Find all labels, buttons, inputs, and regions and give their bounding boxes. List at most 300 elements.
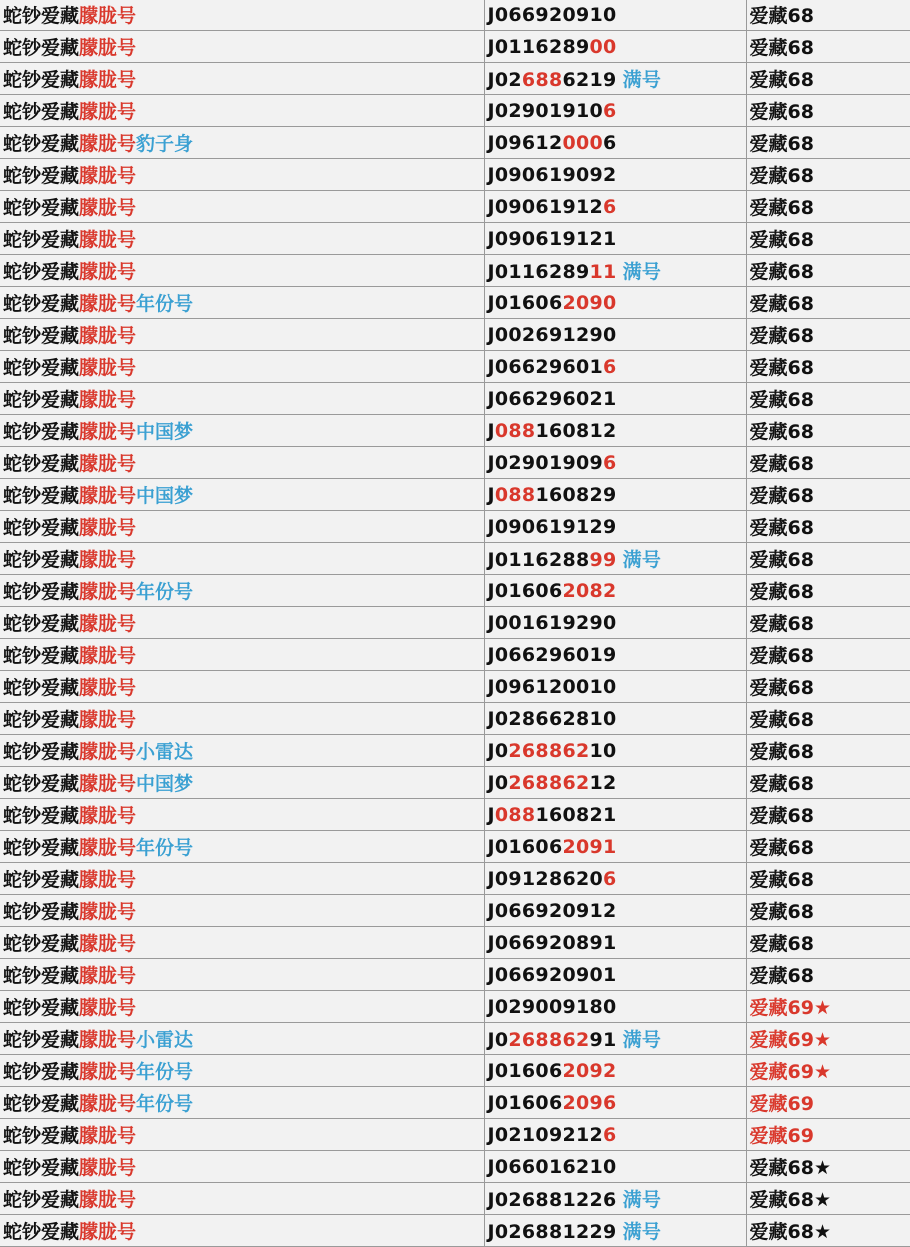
serial-segment: 11 (589, 261, 617, 283)
name-segment: 中国梦 (136, 773, 194, 795)
name-segment: 朦胧号 (79, 421, 137, 443)
serial-segment: 91 (589, 1029, 617, 1051)
serial-number-cell (484, 927, 746, 959)
serial-number-cell (484, 1215, 746, 1247)
name-segment: 蛇钞爱藏 (3, 485, 80, 507)
table-row (0, 287, 910, 319)
serial-segment: J02 (487, 69, 522, 91)
name-segment: 蛇钞爱藏 (3, 645, 80, 667)
serial-segment: J02901910 (487, 99, 604, 122)
serial-number-cell (484, 895, 746, 927)
name-segment: 朦胧号 (79, 869, 137, 891)
price-cell (746, 1055, 910, 1087)
name-segment: 朦胧号 (79, 933, 137, 955)
name-segment: 朦胧号 (79, 837, 137, 859)
serial-segment: J02901909 (487, 451, 604, 474)
serial-number-cell (484, 1183, 746, 1215)
name-segment: 朦胧号 (79, 37, 137, 59)
name-segment: 朦胧号 (79, 997, 137, 1019)
name-segment: 蛇钞爱藏 (3, 549, 80, 571)
name-segment: 朦胧号 (79, 581, 137, 603)
item-name-cell (0, 63, 484, 95)
table-row (0, 351, 910, 383)
item-name-cell (0, 671, 484, 703)
table-row (0, 1119, 910, 1151)
item-name-cell (0, 1119, 484, 1151)
name-segment: 蛇钞爱藏 (3, 1157, 80, 1179)
table-row (0, 1055, 910, 1087)
item-name-cell (0, 607, 484, 639)
price-segment: 爱藏68 (749, 133, 814, 155)
name-segment: 朦胧号 (79, 1189, 137, 1211)
serial-number-cell (484, 223, 746, 255)
serial-segment: J01606 (487, 579, 563, 602)
item-name-cell (0, 959, 484, 991)
item-name-cell (0, 1215, 484, 1247)
serial-number-cell (484, 255, 746, 287)
price-cell (746, 351, 910, 383)
serial-number-cell (484, 31, 746, 63)
serial-number-cell (484, 1055, 746, 1087)
serial-segment: 6 (603, 1123, 617, 1146)
item-name-cell (0, 1087, 484, 1119)
serial-number-cell (484, 415, 746, 447)
serial-number-cell (484, 159, 746, 191)
serial-segment: J090619129 (487, 515, 617, 538)
name-segment: 蛇钞爱藏 (3, 741, 80, 763)
table-row (0, 639, 910, 671)
price-cell (746, 159, 910, 191)
serial-segment: 10 (589, 739, 617, 762)
price-cell (746, 63, 910, 95)
name-segment: 蛇钞爱藏 (3, 357, 80, 379)
name-segment: 蛇钞爱藏 (3, 325, 80, 347)
name-segment: 朦胧号 (79, 485, 137, 507)
table-row (0, 607, 910, 639)
price-segment: 爱藏68 (749, 933, 814, 955)
name-segment: 蛇钞爱藏 (3, 677, 80, 699)
serial-segment: J066920891 (487, 931, 617, 954)
serial-number-cell (484, 479, 746, 511)
name-segment: 朦胧号 (79, 1221, 137, 1243)
item-name-cell (0, 543, 484, 575)
serial-segment: 160812 (535, 419, 617, 442)
price-cell (746, 1183, 910, 1215)
item-name-cell (0, 863, 484, 895)
price-segment: 爱藏68★ (749, 1221, 831, 1243)
table-row (0, 479, 910, 511)
serial-number-cell (484, 767, 746, 799)
price-segment: 爱藏68 (749, 421, 814, 443)
name-segment: 年份号 (136, 293, 194, 315)
serial-number-cell (484, 703, 746, 735)
table-row (0, 447, 910, 479)
item-name-cell (0, 767, 484, 799)
serial-segment: J029009180 (487, 995, 617, 1018)
serial-segment: J09061912 (487, 195, 604, 218)
price-segment: 爱藏68 (749, 325, 814, 347)
price-segment: 爱藏68 (749, 709, 814, 731)
price-cell (746, 0, 910, 31)
price-segment: 爱藏68 (749, 581, 814, 603)
price-cell (746, 863, 910, 895)
table-row (0, 991, 910, 1023)
serial-number-cell (484, 831, 746, 863)
price-segment: 爱藏68 (749, 453, 814, 475)
name-segment: 朦胧号 (79, 613, 137, 635)
name-segment: 朦胧号 (79, 1093, 137, 1115)
serial-number-cell (484, 991, 746, 1023)
name-segment: 朦胧号 (79, 709, 137, 731)
item-name-cell (0, 639, 484, 671)
price-cell (746, 703, 910, 735)
serial-segment: 6 (603, 355, 617, 378)
serial-segment: 088 (494, 803, 536, 826)
item-name-cell (0, 991, 484, 1023)
price-cell (746, 95, 910, 127)
name-segment: 蛇钞爱藏 (3, 581, 80, 603)
serial-segment: J02109212 (487, 1123, 604, 1146)
name-segment: 朦胧号 (79, 69, 137, 91)
serial-segment: J066920901 (487, 963, 617, 986)
item-name-cell (0, 575, 484, 607)
name-segment: 蛇钞爱藏 (3, 965, 80, 987)
serial-segment: J01606 (487, 291, 563, 314)
price-cell (746, 639, 910, 671)
item-name-cell (0, 511, 484, 543)
serial-segment: J (487, 419, 495, 442)
table-row (0, 31, 910, 63)
name-segment: 蛇钞爱藏 (3, 901, 80, 923)
serial-number-cell (484, 95, 746, 127)
name-segment: 蛇钞爱藏 (3, 997, 80, 1019)
serial-segment: 2092 (562, 1059, 617, 1082)
table-row (0, 703, 910, 735)
price-cell (746, 191, 910, 223)
item-name-cell (0, 1183, 484, 1215)
name-segment: 年份号 (136, 581, 194, 603)
price-cell (746, 1023, 910, 1055)
serial-segment: J0 (487, 1029, 509, 1051)
table-row (0, 319, 910, 351)
name-segment: 蛇钞爱藏 (3, 805, 80, 827)
name-segment: 蛇钞爱藏 (3, 613, 80, 635)
serial-segment: J01606 (487, 1059, 563, 1082)
price-segment: 爱藏68 (749, 901, 814, 923)
price-cell (746, 319, 910, 351)
serial-segment: 160829 (535, 483, 617, 506)
item-name-cell (0, 31, 484, 63)
serial-segment: J090619121 (487, 227, 617, 250)
table-row (0, 415, 910, 447)
serial-segment: J06629601 (487, 355, 604, 378)
serial-number-cell (484, 127, 746, 159)
serial-number-cell (484, 447, 746, 479)
price-cell (746, 927, 910, 959)
name-segment: 蛇钞爱藏 (3, 37, 80, 59)
table-row (0, 1151, 910, 1183)
serial-segment: 088 (494, 419, 536, 442)
serial-segment: 6 (603, 131, 617, 154)
price-segment: 爱藏68 (749, 229, 814, 251)
price-cell (746, 895, 910, 927)
price-segment: 爱藏68★ (749, 1189, 831, 1211)
name-segment: 豹子身 (136, 133, 194, 155)
price-cell (746, 1215, 910, 1247)
name-segment: 朦胧号 (79, 165, 137, 187)
table-row (0, 575, 910, 607)
name-segment: 朦胧号 (79, 1061, 137, 1083)
table-row (0, 191, 910, 223)
item-name-cell (0, 191, 484, 223)
name-segment: 朦胧号 (79, 677, 137, 699)
item-name-cell (0, 1023, 484, 1055)
price-cell (746, 991, 910, 1023)
name-segment: 年份号 (136, 837, 194, 859)
price-segment: 爱藏68 (749, 389, 814, 411)
name-segment: 朦胧号 (79, 197, 137, 219)
serial-segment: J066920910 (487, 3, 617, 26)
name-segment: 蛇钞爱藏 (3, 69, 80, 91)
item-name-cell (0, 255, 484, 287)
serial-segment: 160821 (535, 803, 617, 826)
price-cell (746, 543, 910, 575)
table-row (0, 927, 910, 959)
serial-number-cell (484, 607, 746, 639)
serial-number-cell (484, 575, 746, 607)
item-name-cell (0, 351, 484, 383)
item-name-cell (0, 927, 484, 959)
item-name-cell (0, 447, 484, 479)
name-segment: 朦胧号 (79, 453, 137, 475)
price-cell (746, 383, 910, 415)
serial-segment: J066920912 (487, 899, 617, 922)
name-segment: 蛇钞爱藏 (3, 933, 80, 955)
serial-segment: J001619290 (487, 611, 617, 634)
table-row (0, 895, 910, 927)
serial-segment: J (487, 483, 495, 506)
price-segment: 爱藏68 (749, 357, 814, 379)
serial-segment: J (487, 803, 495, 826)
name-segment: 朦胧号 (79, 101, 137, 123)
price-cell (746, 511, 910, 543)
item-name-cell (0, 95, 484, 127)
name-segment: 蛇钞爱藏 (3, 1125, 80, 1147)
table-row (0, 383, 910, 415)
price-cell (746, 1119, 910, 1151)
name-segment: 朦胧号 (79, 1029, 137, 1051)
serial-segment: J066296019 (487, 643, 617, 666)
name-segment: 蛇钞爱藏 (3, 133, 80, 155)
name-segment: 蛇钞爱藏 (3, 517, 80, 539)
item-name-cell (0, 703, 484, 735)
table-row (0, 127, 910, 159)
price-cell (746, 479, 910, 511)
serial-segment: 满号 (622, 261, 662, 283)
serial-segment: J0116289 (487, 261, 590, 283)
item-name-cell (0, 127, 484, 159)
serial-number-cell (484, 1119, 746, 1151)
price-segment: 爱藏68 (749, 5, 814, 27)
table-row (0, 0, 910, 31)
price-segment: 爱藏68 (749, 165, 814, 187)
serial-number-cell (484, 0, 746, 31)
serial-segment: 268862 (508, 1029, 590, 1051)
price-segment: 爱藏68 (749, 549, 814, 571)
serial-number-cell (484, 191, 746, 223)
price-segment: 爱藏68 (749, 101, 814, 123)
serial-segment: J0 (487, 739, 509, 762)
serial-segment: 满号 (622, 1189, 662, 1211)
serial-segment: J01606 (487, 1091, 563, 1114)
price-cell (746, 255, 910, 287)
price-cell (746, 607, 910, 639)
name-segment: 蛇钞爱藏 (3, 869, 80, 891)
price-segment: 爱藏68 (749, 965, 814, 987)
price-segment: 爱藏68 (749, 805, 814, 827)
table-row (0, 255, 910, 287)
table-row (0, 95, 910, 127)
price-segment: 爱藏68 (749, 485, 814, 507)
price-segment: 爱藏69★ (749, 997, 831, 1019)
price-cell (746, 287, 910, 319)
price-segment: 爱藏68 (749, 741, 814, 763)
serial-number-cell (484, 735, 746, 767)
name-segment: 朦胧号 (79, 741, 137, 763)
serial-segment: J0116289 (487, 35, 590, 58)
price-segment: 爱藏68 (749, 517, 814, 539)
name-segment: 朦胧号 (79, 5, 137, 27)
serial-segment: 6219 (562, 69, 617, 91)
price-cell (746, 959, 910, 991)
name-segment: 朦胧号 (79, 805, 137, 827)
name-segment: 蛇钞爱藏 (3, 165, 80, 187)
name-segment: 朦胧号 (79, 1125, 137, 1147)
name-segment: 朦胧号 (79, 901, 137, 923)
name-segment: 朦胧号 (79, 517, 137, 539)
price-segment: 爱藏69★ (749, 1029, 831, 1051)
serial-segment: 99 (589, 549, 617, 571)
serial-segment: 2082 (562, 579, 617, 602)
serial-segment: 268862 (508, 739, 590, 762)
name-segment: 蛇钞爱藏 (3, 837, 80, 859)
item-name-cell (0, 799, 484, 831)
price-cell (746, 447, 910, 479)
name-segment: 蛇钞爱藏 (3, 197, 80, 219)
price-cell (746, 735, 910, 767)
serial-segment: 满号 (622, 1029, 662, 1051)
table-row (0, 671, 910, 703)
serial-segment: 2090 (562, 291, 617, 314)
price-cell (746, 767, 910, 799)
serial-segment: J0116288 (487, 549, 590, 571)
serial-segment: J0 (487, 771, 509, 794)
name-segment: 朦胧号 (79, 261, 137, 283)
serial-segment: J028662810 (487, 707, 617, 730)
item-name-cell (0, 0, 484, 31)
table-row (0, 959, 910, 991)
table-row (0, 511, 910, 543)
name-segment: 蛇钞爱藏 (3, 709, 80, 731)
price-cell (746, 223, 910, 255)
name-segment: 蛇钞爱藏 (3, 1093, 80, 1115)
name-segment: 蛇钞爱藏 (3, 293, 80, 315)
price-segment: 爱藏68 (749, 645, 814, 667)
serial-number-cell (484, 543, 746, 575)
name-segment: 朦胧号 (79, 645, 137, 667)
name-segment: 朦胧号 (79, 965, 137, 987)
serial-segment: 满号 (622, 69, 662, 91)
serial-segment: J01606 (487, 835, 563, 858)
name-segment: 小雷达 (136, 1029, 194, 1051)
table-row (0, 767, 910, 799)
serial-number-cell (484, 799, 746, 831)
price-segment: 爱藏68 (749, 837, 814, 859)
name-segment: 蛇钞爱藏 (3, 389, 80, 411)
serial-number-cell (484, 1023, 746, 1055)
price-cell (746, 1087, 910, 1119)
table-row (0, 159, 910, 191)
table-row (0, 1215, 910, 1247)
price-segment: 爱藏68 (749, 677, 814, 699)
serial-segment: J096120010 (487, 675, 617, 698)
serial-segment: 6 (603, 99, 617, 122)
item-name-cell (0, 415, 484, 447)
name-segment: 小雷达 (136, 741, 194, 763)
serial-segment: J026881226 (487, 1189, 617, 1211)
serial-segment: J09128620 (487, 867, 604, 890)
serial-number-cell (484, 63, 746, 95)
table-row (0, 543, 910, 575)
name-segment: 朦胧号 (79, 389, 137, 411)
table-row (0, 831, 910, 863)
price-cell (746, 831, 910, 863)
name-segment: 蛇钞爱藏 (3, 1061, 80, 1083)
item-name-cell (0, 831, 484, 863)
item-name-cell (0, 383, 484, 415)
serial-segment: 2096 (562, 1091, 617, 1114)
serial-segment: 688 (521, 69, 563, 91)
price-segment: 爱藏69★ (749, 1061, 831, 1083)
serial-number-cell (484, 671, 746, 703)
price-cell (746, 415, 910, 447)
serial-segment: 6 (603, 195, 617, 218)
name-segment: 朦胧号 (79, 229, 137, 251)
table-row (0, 799, 910, 831)
serial-number-cell (484, 959, 746, 991)
name-segment: 朦胧号 (79, 357, 137, 379)
price-cell (746, 799, 910, 831)
price-cell (746, 31, 910, 63)
name-segment: 朦胧号 (79, 773, 137, 795)
name-segment: 朦胧号 (79, 293, 137, 315)
name-segment: 蛇钞爱藏 (3, 1029, 80, 1051)
name-segment: 蛇钞爱藏 (3, 421, 80, 443)
serial-segment: 088 (494, 483, 536, 506)
serial-number-cell (484, 383, 746, 415)
serial-number-cell (484, 1151, 746, 1183)
name-segment: 蛇钞爱藏 (3, 101, 80, 123)
name-segment: 蛇钞爱藏 (3, 1221, 80, 1243)
name-segment: 朦胧号 (79, 1157, 137, 1179)
name-segment: 朦胧号 (79, 133, 137, 155)
item-name-cell (0, 287, 484, 319)
serial-number-cell (484, 287, 746, 319)
table-row (0, 863, 910, 895)
serial-segment: 满号 (622, 1221, 662, 1243)
serial-segment: 268862 (508, 771, 590, 794)
price-segment: 爱藏69 (749, 1125, 814, 1147)
